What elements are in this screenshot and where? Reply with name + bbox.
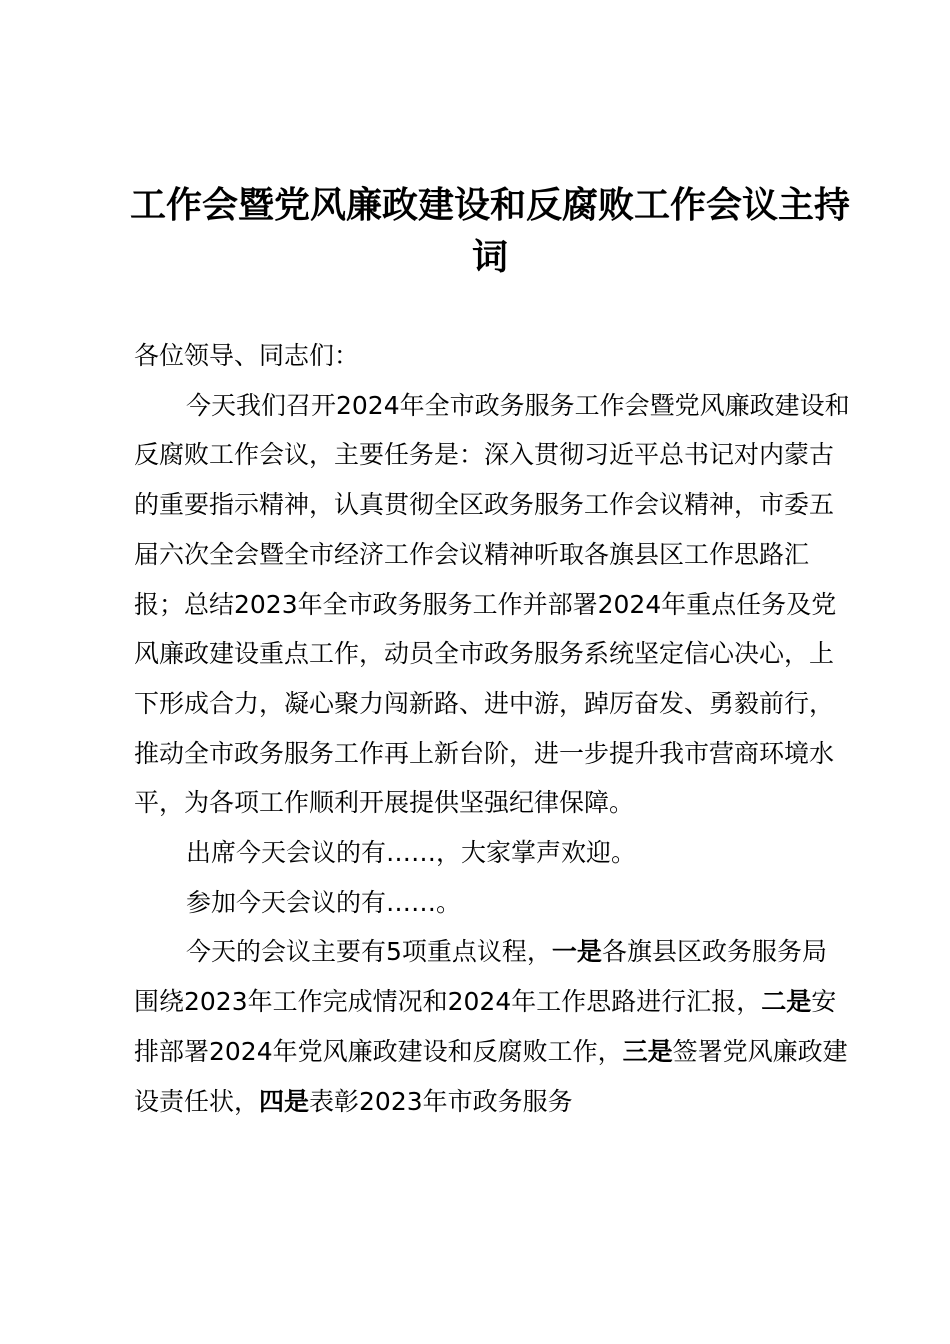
agenda-item-3-label: 三是 — [622, 1036, 673, 1066]
paragraph-2: 出席今天会议的有……，大家掌声欢迎。 — [186, 838, 637, 868]
salutation: 各位领导、同志们： — [134, 341, 360, 370]
paragraph-4-part-5: 表彰2023年市政务服务 — [309, 1086, 573, 1116]
paragraph-4-part-1: 今天的会议主要有5项重点议程， — [186, 937, 552, 967]
paragraph-4-part-2: 各旗县区政务服务局围绕2023年工作完成情况和2024年工作思路进行汇报， — [134, 937, 827, 1017]
agenda-item-1-label: 一是 — [551, 937, 602, 967]
agenda-item-2-label: 二是 — [761, 987, 812, 1017]
paragraph-4 — [134, 927, 850, 1126]
agenda-item-4-label: 四是 — [259, 1086, 310, 1116]
document-body — [134, 331, 850, 1126]
paragraph-1: 今天我们召开2024年全市政务服务工作会暨党风廉政建设和反腐败工作会议，主要任务是：深入贯彻习近平总书记对内蒙古的重要指示精神，认真贯彻全区政务服务工作会议精神，市委五届六次全会暨全市经济工作会议精神听取各旗县区工作思路汇报；总结2023年全市政务服务工作并部署2024年重点任务及党风廉政建设重点工作，动员全市政务服务系统坚定信心决心，上下形成合力，凝心聚力闯新路、进中游，踔厉奋发、勇毅前行，推动全市政务服务工作再上新台阶，进一步提升我市营商环境水平，为各项工作顺利开展提供坚强纪律保障。 — [134, 390, 850, 818]
paragraph-3: 参加今天会议的有……。 — [186, 887, 462, 917]
paragraph-4-part-4: 签署党风廉政建设责任状， — [134, 1036, 848, 1116]
document-title: 工作会暨党风廉政建设和反腐败工作会议主持词 — [129, 185, 850, 278]
paragraph-4-part-3: 安排部署2024年党风廉政建设和反腐败工作， — [134, 987, 837, 1066]
